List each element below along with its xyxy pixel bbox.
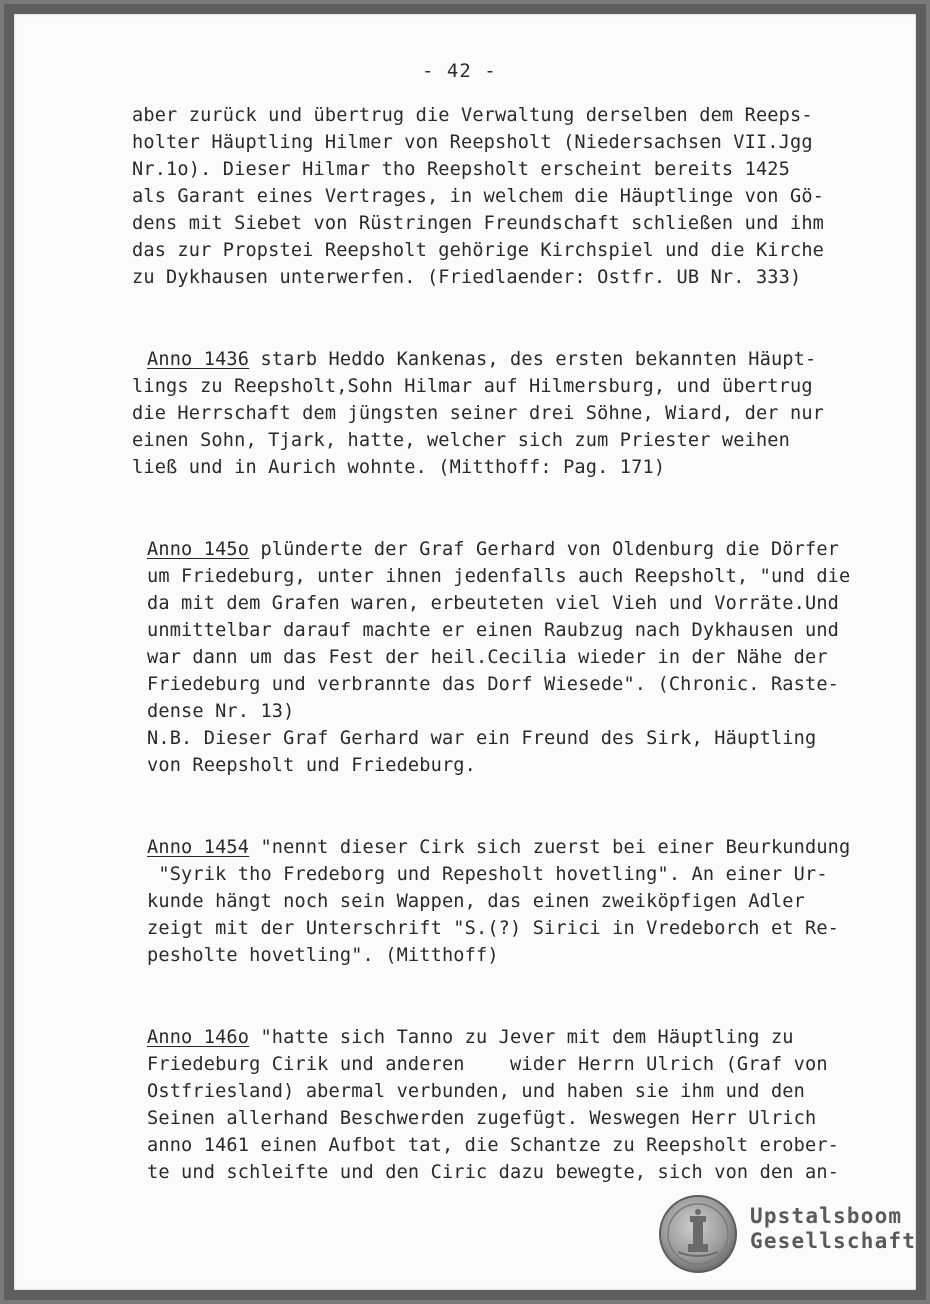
text-line: ließ und in Aurich wohnte. (Mitthoff: Pag. 171): [132, 457, 666, 478]
text-line: Friedeburg Cirik und anderen wider Herrn Ulrich (Graf von: [147, 1054, 828, 1075]
text-line: anno 1461 einen Aufbot tat, die Schantze zu Reepsholt erober-: [147, 1135, 840, 1156]
anno-heading: Anno 145o: [147, 539, 250, 560]
paragraph-anno-1436: [132, 346, 824, 481]
text-line: aber zurück und übertrug die Verwaltung derselben dem Reeps-: [132, 105, 813, 126]
paragraph-anno-1454: [132, 834, 850, 969]
text-line: [147, 834, 850, 861]
text-segment: plünderte der Graf Gerhard von Oldenburg die Dörfer: [249, 539, 840, 560]
text-line: lings zu Reepsholt,Sohn Hilmar auf Hilmersburg, und übertrug: [132, 376, 813, 397]
text-line: Ostfriesland) abermal verbunden, und haben sie ihm und den: [147, 1081, 805, 1102]
text-line: zu Dykhausen unterwerfen. (Friedlaender: Ostfr. UB Nr. 333): [132, 267, 802, 288]
text-line: pesholte hovetling". (Mitthoff): [147, 945, 499, 966]
text-line: holter Häuptling Hilmer von Reepsholt (Niedersachsen VII.Jgg: [132, 132, 813, 153]
logo-line-2: Gesellschaft: [750, 1229, 917, 1253]
text-line: war dann um das Fest der heil.Cecilia wieder in der Nähe der: [147, 647, 828, 668]
anno-heading: Anno 1454: [147, 837, 250, 858]
logo-line-1: Upstalsboom: [750, 1204, 903, 1228]
text-line: Friedeburg und verbrannte das Dorf Wiesede". (Chronic. Raste-: [147, 674, 840, 695]
logo-text: [750, 1204, 916, 1254]
text-line: dense Nr. 13): [147, 701, 295, 722]
text-line: kunde hängt noch sein Wappen, das einen zweiköpfigen Adler: [147, 891, 805, 912]
text-line: dens mit Siebet von Rüstringen Freundschaft schließen und ihm: [132, 213, 825, 234]
text-segment: "hatte sich Tanno zu Jever mit dem Häuptling zu: [249, 1027, 794, 1048]
upstalsboom-logo: [658, 1194, 917, 1284]
page-number: - 42 -: [422, 60, 497, 82]
text-line: zeigt mit der Unterschrift "S.(?) Sirici in Vredeborch et Re-: [147, 918, 840, 939]
text-line: [147, 346, 824, 373]
paragraph-1: [132, 102, 824, 291]
text-line: das zur Propstei Reepsholt gehörige Kirchspiel und die Kirche: [132, 240, 825, 261]
paragraph-anno-1450: [132, 536, 850, 779]
text-line: die Herrschaft dem jüngsten seiner drei Söhne, Wiard, der nur: [132, 403, 825, 424]
text-line: einen Sohn, Tjark, hatte, welcher sich zum Priester weihen: [132, 430, 790, 451]
text-line: "Syrik tho Fredeborg und Repesholt hovetling". An einer Ur-: [147, 864, 828, 885]
text-line: Seinen allerhand Beschwerden zugefügt. Weswegen Herr Ulrich: [147, 1108, 817, 1129]
text-line: als Garant eines Vertrages, in welchem die Häuptlinge von Gö-: [132, 186, 825, 207]
seal-icon: [658, 1194, 738, 1274]
paragraph-anno-1460: [132, 1024, 839, 1186]
anno-heading: Anno 1436: [147, 349, 250, 370]
text-line: unmittelbar darauf machte er einen Raubzug nach Dykhausen und: [147, 620, 840, 641]
document-page: [14, 14, 916, 1290]
nota-bene-line: N.B. Dieser Graf Gerhard war ein Freund des Sirk, Häuptling: [147, 728, 817, 749]
nota-bene-line: von Reepsholt und Friedeburg.: [147, 755, 476, 776]
text-line: Nr.1o). Dieser Hilmar tho Reepsholt erscheint bereits 1425: [132, 159, 790, 180]
text-line: da mit dem Grafen waren, erbeuteten viel Vieh und Vorräte.Und: [147, 593, 840, 614]
text-line: te und schleifte und den Ciric dazu bewegte, sich von den an-: [147, 1162, 840, 1183]
text-line: [147, 536, 850, 563]
text-line: um Friedeburg, unter ihnen jedenfalls auch Reepsholt, "und die: [147, 566, 851, 587]
text-line: [147, 1024, 839, 1051]
anno-heading: Anno 146o: [147, 1027, 250, 1048]
text-segment: "nennt dieser Cirk sich zuerst bei einer Beurkundung: [249, 837, 851, 858]
text-segment: starb Heddo Kankenas, des ersten bekannten Häupt-: [249, 349, 817, 370]
